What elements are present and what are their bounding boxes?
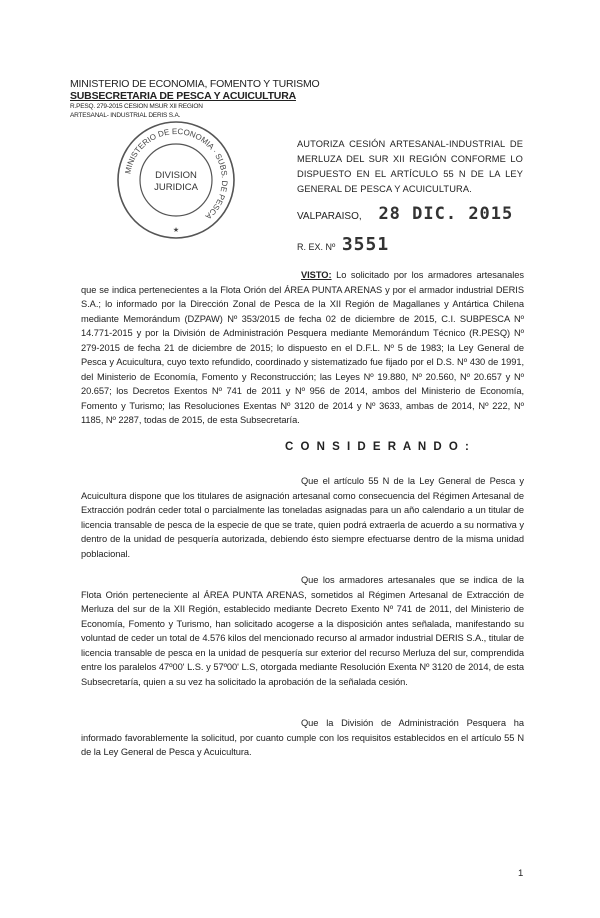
date-line: [297, 204, 513, 224]
considerando-heading: C O N S I D E R A N D O :: [285, 441, 471, 453]
seal-ring-text: MINISTERIO DE ECONOMIA · SUBS. DE PESCA: [123, 126, 230, 222]
seal-center-line-1: DIVISION: [155, 170, 197, 181]
ministry-name: MINISTERIO DE ECONOMIA, FOMENTO Y TURISMO: [70, 78, 320, 90]
seal-center-line-2: JURIDICA: [154, 182, 198, 193]
subsecretaria-name: SUBSECRETARIA DE PESCA Y ACUICULTURA: [70, 90, 296, 102]
resolution-summary: AUTORIZA CESIÓN ARTESANAL-INDUSTRIAL DE MERLUZA DEL SUR XII REGIÓN CONFORME LO DISPUESTO EN EL ARTÍCULO 55 N DE LA LEY GENERAL DE PESCA Y ACUICULTURA.: [297, 139, 523, 194]
reference-line-2: ARTESANAL- INDUSTRIAL DERIS S.A.: [70, 112, 181, 119]
seal-star-icon: ★: [172, 227, 180, 234]
visto-text: Lo solicitado por los armadores artesanales que se indica pertenecientes a la Flota Orión del ÁREA PUNTA ARENAS y por el armador industrial DERIS S.A.; lo informado por la Dirección Zonal de Pesca de la XII Región de Magallanes y Antártica Chilena mediante Memorándum (DZPAW) Nº 353/2015 de fecha 02 de diciembre de 2015, C.I. SUBPESCA Nº 14.771-2015 y por la División de Administración Pesquera mediante Memorándum Técnico (R.PESQ) Nº 279-2015 de fecha 21 de diciembre de 2015; lo dispuesto en el D.F.L. Nº 5 de 1983; la Ley General de Pesca y Acuicultura, cuyo texto refundido, coordinado y sistematizado fue fijado por el D.S. Nº 430 de 1991, del Ministerio de Economía, Fomento y Reconstrucción; las Leyes Nº 19.880, Nº 20.560, Nº 20.657 y Nº 20.657; los Decretos Exentos Nº 741 de 2011 y Nº 956 de 2014, ambos del Ministerio de Economía, Fomento y Turismo; las Resoluciones Exentas Nº 3120 de 2014 y Nº 3633, ambas de 2014, Nº 222, Nº 1185, Nº 2287, todas de 2015, de esta Subsecretaría.: [81, 270, 524, 425]
resolution-label: R. EX. Nº: [297, 242, 336, 252]
resolution-number-line: [297, 234, 389, 255]
letterhead: [70, 78, 319, 120]
reference-line-1: R.PESQ. 279-2015 CESION MSUR XII REGION: [70, 103, 203, 110]
considerando-paragraph-2: Que los armadores artesanales que se indica de la Flota Orión perteneciente al ÁREA PUNTA ARENAS, sometidos al Régimen Artesanal de Extracción de Merluza del sur de la XII Región, establecido mediante Decreto Exento Nº 741 de 2011, del Ministerio de Economía, Fomento y Turismo, han solicitado acogerse a la disposición antes señalada, manifestando su voluntad de ceder un total de 4.576 kilos del mencionado recurso al armador industrial DERIS S.A., titular de licencia transable de pesca en la unidad de pesquería sur exterior del recurso Merluza del sur, comprendida entre los paralelos 47º00' L.S. y 57º00' L.S, otorgada mediante Resolución Exenta Nº 3120 de 2014, de esta Subsecretaría, quien a su vez ha solicitado la aprobación de la señalada cesión.: [81, 575, 524, 687]
visto-paragraph: [81, 268, 524, 428]
visto-label: VISTO:: [301, 270, 332, 280]
resolution-number-stamp: 3551: [341, 234, 390, 255]
division-juridica-seal: [114, 118, 238, 242]
considerando-paragraph-3: Que la División de Administración Pesquera ha informado favorablemente la solicitud, por cuanto cumple con los requisitos establecidos en el artículo 55 N de la Ley General de Pesca y Acuicultura.: [81, 718, 524, 757]
date-stamp: 28 DIC. 2015: [378, 204, 514, 224]
page-number: 1: [518, 868, 524, 879]
place-label: VALPARAISO,: [297, 211, 362, 222]
considerando-paragraph-1: Que el artículo 55 N de la Ley General de Pesca y Acuicultura dispone que los titulares de asignación artesanal como consecuencia del Régimen Artesanal de Extracción podrán ceder total o parcialmente las toneladas asignadas para un año calendario a un titular de licencia transable de pesca de la especie de que se trate, quien podrá extraerla de acuerdo a su normativa y dentro de la unidad de pesquería autorizada, debiendo ésto siempre efectuarse dentro de la misma unidad poblacional.: [81, 476, 524, 559]
